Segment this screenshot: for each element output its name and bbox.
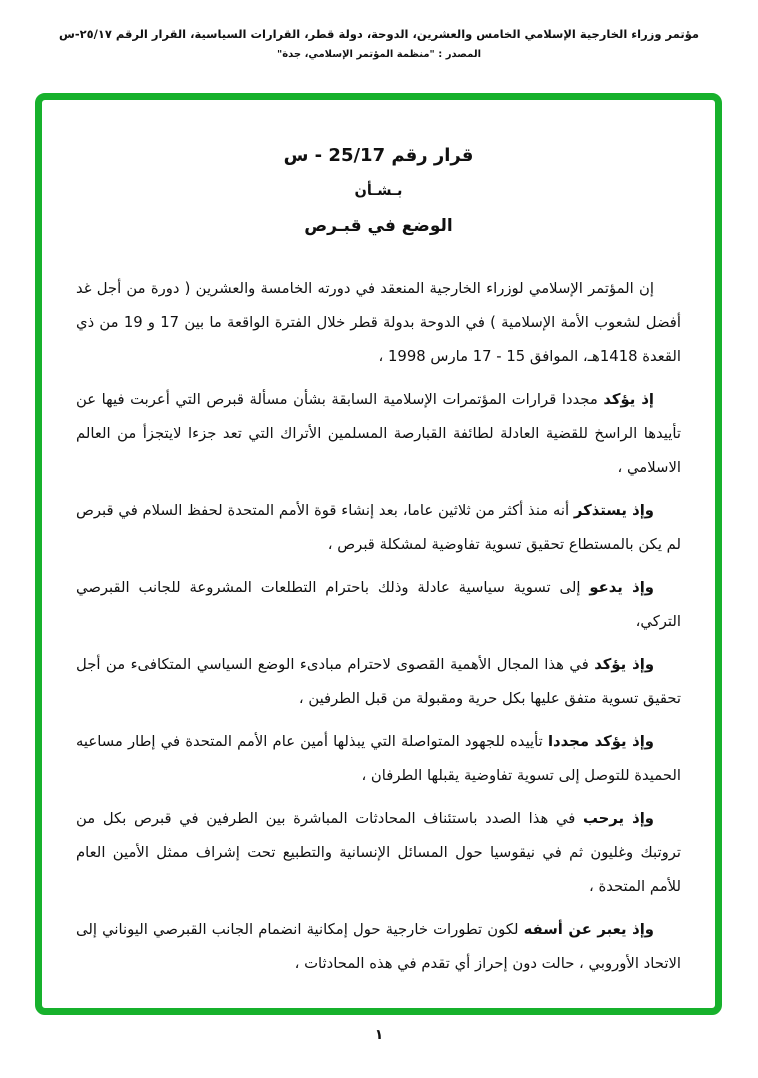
document-header <box>0 0 758 60</box>
paragraph-lead: وإذ يؤكد مجددا <box>547 733 654 750</box>
paragraph-calls-for <box>76 571 681 639</box>
paragraph-text: أنه منذ أكثر من ثلاثين عاما، بعد إنشاء قوة الأمم المتحدة لحفظ السلام في قبرص لم يكن بالمستطاع تحقيق تسوية تفاوضية لمشكلة قبرص ، <box>76 502 681 553</box>
paragraph-reiterates-support <box>76 725 681 793</box>
paragraph-lead: وإذ يدعو <box>589 579 654 596</box>
resolution-body <box>76 272 681 981</box>
paragraph-reaffirms <box>76 383 681 485</box>
header-publisher-line: المصدر : "منظمة المؤتمر الإسلامي، جدة" <box>276 49 481 60</box>
paragraph-preamble <box>76 272 681 374</box>
paragraph-text: إلى تسوية سياسية عادلة وذلك باحترام التطلعات المشروعة للجانب القبرصي التركي، <box>76 579 681 630</box>
paragraph-lead: وإذ يعبر عن أسفه <box>523 921 655 938</box>
resolution-subtitle: بـشـأن <box>354 183 403 199</box>
paragraph-recalls <box>76 494 681 562</box>
paragraph-welcomes <box>76 802 681 904</box>
paragraph-regrets <box>76 913 681 981</box>
paragraph-text: لكون تطورات خارجية حول إمكانية انضمام الجانب القبرصي اليوناني إلى الاتحاد الأوروبي ، حالت دون إحراز أي تقدم في هذه المحادثات ، <box>76 921 681 972</box>
page-number: ١ <box>374 1027 384 1043</box>
paragraph-text: تأييده للجهود المتواصلة التي يبذلها أمين عام الأمم المتحدة في إطار مساعيه الحميدة للتوصل إلى تسوية تفاوضية يقبلها الطرفان ، <box>76 733 681 784</box>
paragraph-text: في هذا المجال الأهمية القصوى لاحترام مبادىء الوضع السياسي المتكافىء من أجل تحقيق تسوية متفق عليها بكل حرية ومقبولة من قبل الطرفين ، <box>76 656 681 707</box>
paragraph-lead: وإذ يستذكر <box>573 502 654 519</box>
paragraph-lead: وإذ يرحب <box>582 810 654 827</box>
header-source-line: مؤتمر وزراء الخارجية الإسلامي الخامس والعشرين، الدوحة، دولة قطر، القرارات السياسية، القرار الرقم ٢٥/١٧-س <box>58 27 700 41</box>
paragraph-text: إن المؤتمر الإسلامي لوزراء الخارجية المنعقد في دورته الخامسة والعشرين ( دورة من أجل غد أفضل لشعوب الأمة الإسلامية ) في الدوحة بدولة قطر خلال الفترة الواقعة ما بين 17 و 19 من ذي القعدة 1418هـ، الموافق 15 - 17 مارس 1998 ، <box>76 280 681 365</box>
paragraph-lead: وإذ يؤكد <box>594 656 655 673</box>
paragraph-text: في هذا الصدد باستئناف المحادثات المباشرة بين الطرفين في قبرص بكل من تروتبك وغليون ثم في نيقوسيا حول المسائل الإنسانية والتطبيع تحت إشراف ممثل الأمين العام للأمم المتحدة ، <box>76 810 681 895</box>
resolution-title: قرار رقم 25/17 - س <box>283 145 474 166</box>
paragraph-text: مجددا قرارات المؤتمرات الإسلامية السابقة بشأن مسألة قبرص التي أعربت فيها عن تأييدها الراسخ للقضية العادلة لطائفة القبارصة المسلمين الأتراك التي تعد جزءا لايتجزأ من العالم الاسلامي ، <box>76 391 681 476</box>
paragraph-stresses <box>76 648 681 716</box>
paragraph-lead: إذ يؤكد <box>603 391 655 408</box>
green-border-frame <box>35 93 722 1015</box>
resolution-subject: الوضع في قبـرص <box>304 216 453 236</box>
